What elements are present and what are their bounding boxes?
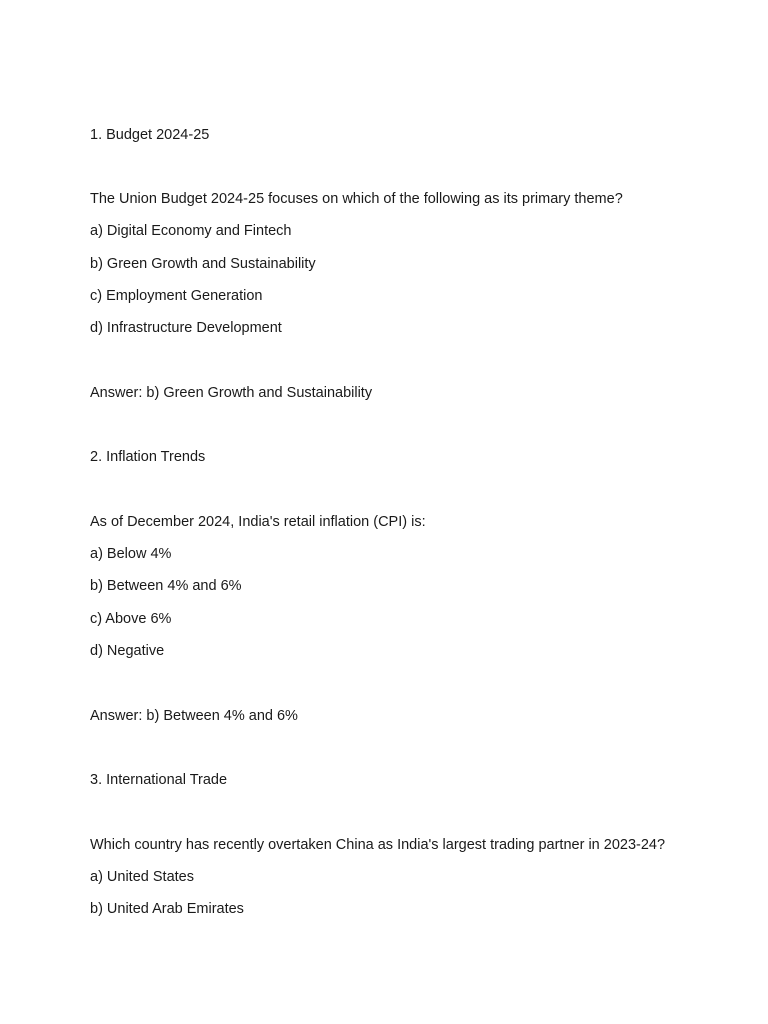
option-item: a) Digital Economy and Fintech bbox=[90, 223, 292, 239]
section-heading: 3. International Trade bbox=[90, 772, 228, 788]
section-heading: 2. Inflation Trends bbox=[90, 449, 206, 465]
answer-text: Answer: b) Between 4% and 6% bbox=[90, 708, 298, 724]
option-item: d) Infrastructure Development bbox=[90, 320, 282, 336]
answer-text: Answer: b) Green Growth and Sustainability bbox=[90, 385, 373, 401]
option-item: b) Green Growth and Sustainability bbox=[90, 256, 316, 272]
option-item: a) Below 4% bbox=[90, 546, 172, 562]
option-item: c) Employment Generation bbox=[90, 288, 263, 304]
section-heading: 1. Budget 2024-25 bbox=[90, 127, 210, 143]
option-item: b) United Arab Emirates bbox=[90, 901, 244, 917]
option-item: d) Negative bbox=[90, 643, 165, 659]
option-item: c) Above 6% bbox=[90, 611, 172, 627]
option-item: a) United States bbox=[90, 869, 194, 885]
question-text: Which country has recently overtaken China as India's largest trading partner in 2023-24? bbox=[90, 837, 666, 853]
option-item: b) Between 4% and 6% bbox=[90, 578, 242, 594]
question-text: As of December 2024, India's retail inflation (CPI) is: bbox=[90, 514, 426, 530]
question-text: The Union Budget 2024-25 focuses on which of the following as its primary theme? bbox=[90, 191, 623, 207]
